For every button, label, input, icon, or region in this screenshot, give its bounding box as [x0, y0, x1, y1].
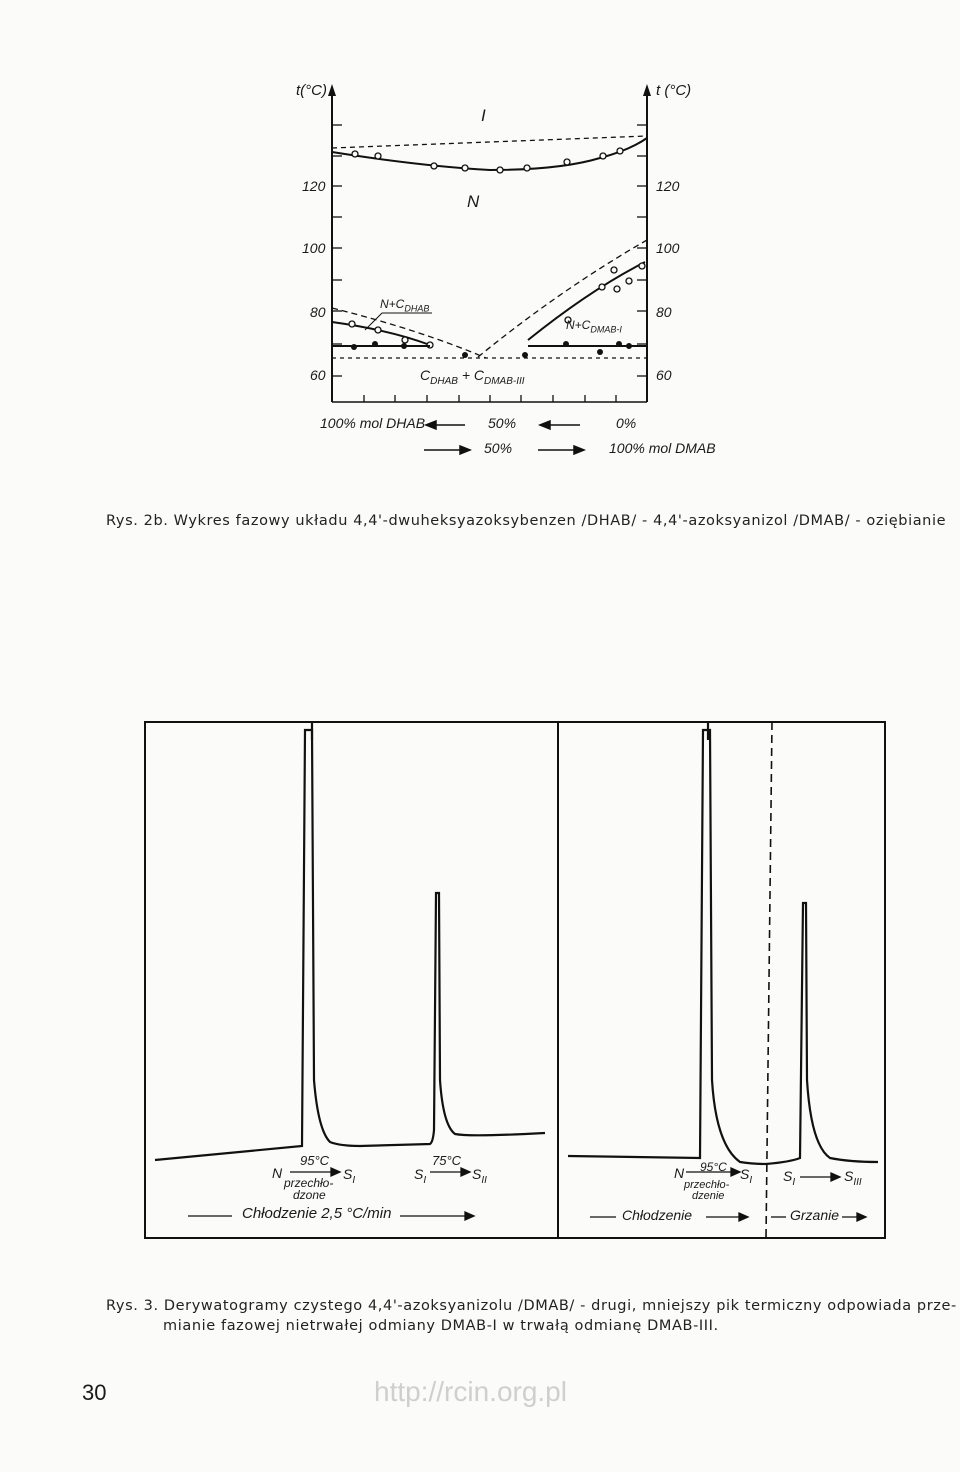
region-nematic-label: N	[467, 192, 480, 211]
right-dzenie-label: dzenie	[692, 1190, 725, 1202]
figure3-caption-line1: Rys. 3. Derywatogramy czystego 4,4'-azoksyanizolu /DMAB/ - drugi, mniejszy pik termiczny odpowiada prze-	[106, 1298, 957, 1314]
solid-mixture-label: $C_{DHAB} + C_{DMAB-III}$	[420, 367, 525, 387]
right-przechlo-label: przechło-	[684, 1179, 730, 1191]
x-label-50-row1: 50%	[488, 415, 517, 431]
page-number: 30	[82, 1380, 107, 1405]
left-tick-80: 80	[310, 304, 326, 320]
cooling-heating-divider	[766, 722, 772, 1238]
right-N-label: N	[674, 1165, 685, 1181]
bottom-ticks	[364, 395, 616, 402]
region-isotropic-label: I	[481, 106, 486, 125]
dhab-liquidus-solid	[332, 322, 430, 345]
dmab-liquidus-dashed	[478, 240, 647, 357]
right-tick-80: 80	[656, 304, 672, 320]
right-SIII-label: $S_{III}$	[844, 1168, 862, 1188]
n-c-dhab-label: $N+C_{DHAB}$	[380, 297, 430, 314]
right-SI-label-2: $S_I$	[783, 1168, 796, 1188]
left-derivatogram-trace	[155, 730, 545, 1160]
figure3-caption-line2: mianie fazowej nietrwałej odmiany DMAB-I w trwałą odmianę DMAB-III.	[163, 1318, 719, 1334]
right-derivatogram-trace	[568, 730, 878, 1164]
x-label-50-row2: 50%	[484, 440, 513, 456]
right-tick-100: 100	[656, 240, 680, 256]
n-c-dmab-label: $N+C_{DMAB-I}$	[566, 318, 622, 335]
left-cooling-label: Chłodzenie 2,5 °C/min	[242, 1205, 392, 1222]
dhab-liquidus-dashed	[332, 308, 486, 358]
right-axis-arrow	[643, 84, 651, 96]
dmab-data-points	[565, 263, 645, 323]
left-SII-label: $S_{II}$	[472, 1166, 487, 1186]
right-temp-95: 95°C	[700, 1160, 727, 1174]
right-SI-label: $S_I$	[740, 1166, 753, 1186]
x-label-100-dmab: 100% mol DMAB	[609, 440, 716, 456]
right-tick-60: 60	[656, 367, 672, 383]
left-tick-100: 100	[302, 240, 326, 256]
right-heating-label: Grzanie	[790, 1207, 840, 1223]
left-axis-label: t(°C)	[296, 82, 327, 99]
left-dzone-label: dzone	[293, 1188, 326, 1202]
left-tick-120: 120	[302, 178, 326, 194]
figure-frame	[145, 722, 885, 1238]
left-temp-95: 95°C	[300, 1153, 330, 1168]
left-SI-label-a: $S_I$	[343, 1166, 356, 1186]
right-cooling-label: Chłodzenie	[622, 1207, 693, 1223]
right-axis-label: t (°C)	[656, 82, 692, 99]
left-N-label: N	[272, 1165, 283, 1181]
left-ticks	[332, 125, 647, 376]
x-label-100-dhab: 100% mol DHAB	[320, 415, 426, 431]
watermark-url: http://rcin.org.pl	[374, 1376, 567, 1407]
left-temp-75: 75°C	[432, 1153, 462, 1168]
left-axis-arrow	[328, 84, 336, 96]
left-SI-label-b: $S_I$	[414, 1166, 427, 1186]
x-label-0: 0%	[616, 415, 637, 431]
right-tick-120: 120	[656, 178, 680, 194]
isotropic-dashed-line	[332, 136, 647, 148]
left-przechlo-label: przechło-	[284, 1176, 334, 1190]
filled-data-points	[351, 341, 632, 358]
left-tick-60: 60	[310, 367, 326, 383]
figure2b-caption: Rys. 2b. Wykres fazowy układu 4,4'-dwuheksyazoksybenzen /DHAB/ - 4,4'-azoksyanizol /DMAB/ - oziębianie	[106, 513, 947, 529]
dhab-data-points	[349, 321, 433, 348]
phase-diagram-svg	[0, 0, 960, 470]
